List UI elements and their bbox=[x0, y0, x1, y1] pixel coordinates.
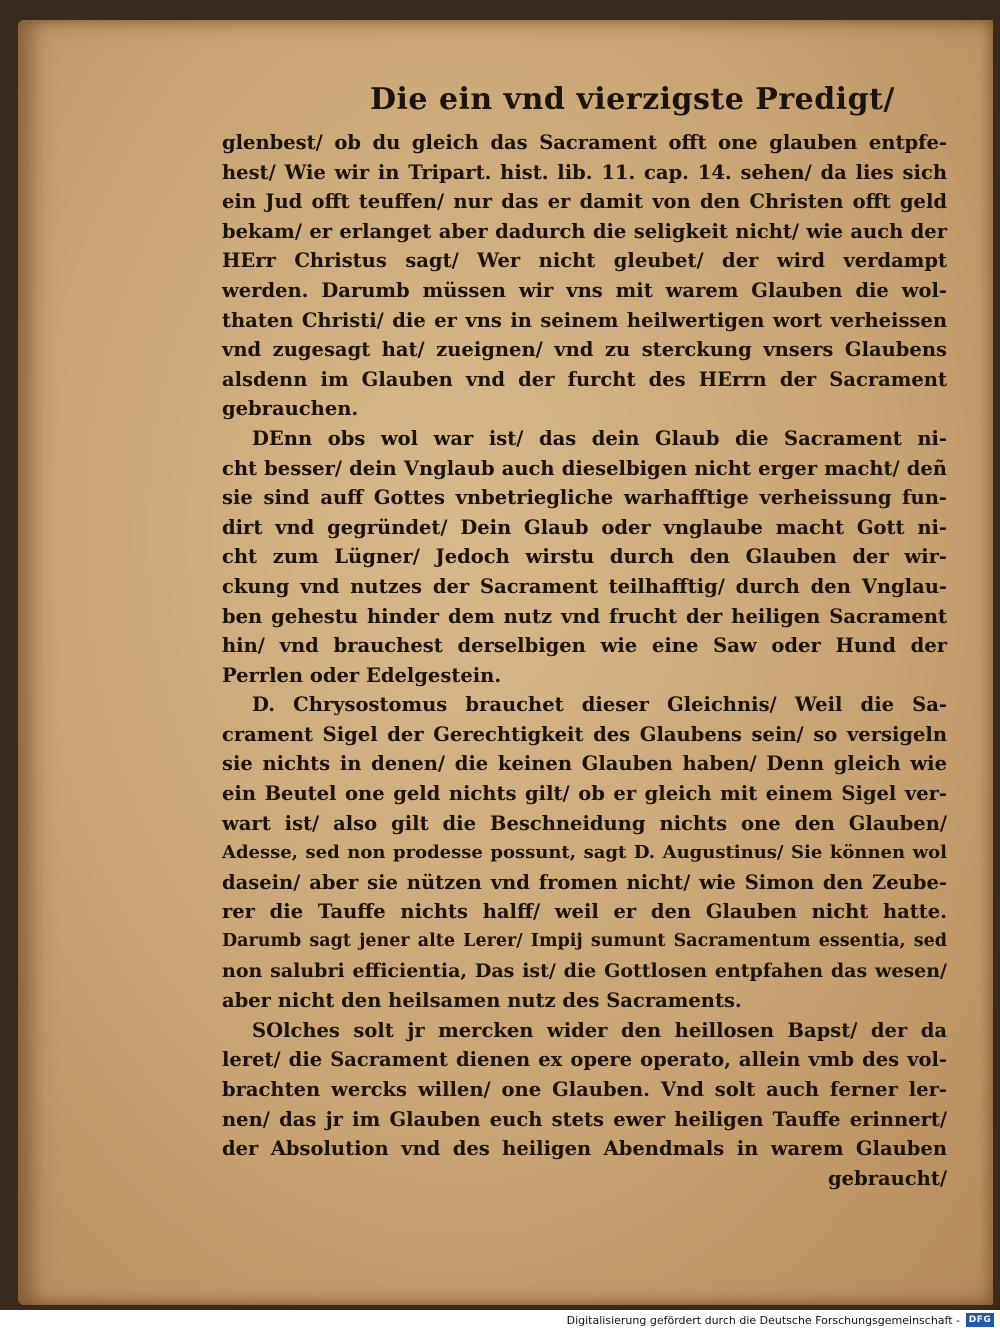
text-line: glenbest/ ob du gleich das Sacrament offt one glauben entpfe- bbox=[222, 131, 947, 154]
text-line: dirt vnd gegründet/ Dein Glaub oder vnglaube macht Gott ni- bbox=[222, 515, 947, 539]
text-line: HErr Christus sagt/ Wer nicht gleubet/ der wird verdampt bbox=[222, 249, 947, 273]
page-heading: Die ein vnd vierzigste Predigt/ bbox=[370, 82, 895, 117]
text-line: D. Chrysostomus brauchet dieser Gleichnis/ Weil die Sa- bbox=[252, 693, 947, 717]
text-line: rer die Tauffe nichts halff/ weil er den Glauben nicht hatte. bbox=[222, 900, 947, 924]
text-line: Adesse, sed non prodesse possunt, sagt D. Augustinus/ Sie können wol bbox=[222, 842, 947, 864]
footer-bar bbox=[0, 1310, 1000, 1330]
text-line: aber nicht den heilsamen nutz des Sacraments. bbox=[222, 989, 742, 1013]
text-line: vnd zugesagt hat/ zueignen/ vnd zu sterckung vnsers Glaubens bbox=[222, 338, 947, 362]
text-line: thaten Christi/ die er vns in seinem heilwertigen wort verheissen bbox=[222, 308, 947, 332]
text-line: alsdenn im Glauben vnd der furcht des HErrn der Sacrament bbox=[222, 367, 947, 391]
text-line: cht besser/ dein Vnglaub auch dieselbigen nicht erger macht/ deñ bbox=[222, 456, 947, 480]
text-line: crament Sigel der Gerechtigkeit des Glaubens sein/ so versigeln bbox=[222, 722, 947, 746]
text-line: leret/ die Sacrament dienen ex opere operato, allein vmb des vol- bbox=[222, 1048, 947, 1072]
text-line: ckung vnd nutzes der Sacrament teilhafftig/ durch den Vnglau- bbox=[222, 574, 947, 598]
text-line: Darumb sagt jener alte Lerer/ Impij sumunt Sacramentum essentia, sed bbox=[222, 931, 947, 952]
text-line: gebrauchen. bbox=[222, 397, 359, 421]
text-line: hin/ vnd brauchest derselbigen wie eine Saw oder Hund der bbox=[222, 634, 947, 658]
text-line: cht zum Lügner/ Jedoch wirstu durch den Glauben der wir- bbox=[222, 545, 947, 569]
text-line: brachten wercks willen/ one Glauben. Vnd solt auch ferner ler- bbox=[222, 1078, 947, 1101]
text-line: nen/ das jr im Glauben euch stets ewer heiligen Tauffe erinnert/ bbox=[222, 1107, 947, 1131]
funding-credit: Digitalisierung gefördert durch die Deutsche Forschungsgemeinschaft - bbox=[566, 1313, 960, 1327]
text-line: sie sind auff Gottes vnbetriegliche warhafftige verheissung fun- bbox=[222, 486, 947, 510]
dfg-logo-icon: DFG bbox=[966, 1313, 994, 1327]
text-line: Perrlen oder Edelgestein. bbox=[222, 663, 502, 687]
text-line: bekam/ er erlanget aber dadurch die seligkeit nicht/ wie auch der bbox=[222, 219, 947, 243]
text-line: dasein/ aber sie nützen vnd fromen nicht/ wie Simon den Zeube- bbox=[222, 870, 947, 894]
text-line: ein Jud offt teuffen/ nur das er damit von den Christen offt geld bbox=[222, 190, 947, 214]
text-line: DEnn obs wol war ist/ das dein Glaub die Sacrament ni- bbox=[252, 426, 947, 450]
text-line: hest/ Wie wir in Tripart. hist. lib. 11. cap. 14. sehen/ da lies sich bbox=[222, 160, 947, 184]
page-body bbox=[222, 128, 947, 1193]
text-line: SOlches solt jr mercken wider den heillosen Bapst/ der da bbox=[252, 1018, 947, 1042]
text-line: werden. Darumb müssen wir vns mit warem Glauben die wol- bbox=[222, 278, 947, 302]
text-line: wart ist/ also gilt die Beschneidung nichts one den Glauben/ bbox=[222, 811, 947, 835]
text-line: sie nichts in denen/ die keinen Glauben haben/ Denn gleich wie bbox=[222, 752, 947, 776]
text-line: ein Beutel one geld nichts gilt/ ob er gleich mit einem Sigel ver- bbox=[222, 782, 947, 806]
text-line: ben gehestu hinder dem nutz vnd frucht der heiligen Sacrament bbox=[222, 604, 947, 628]
text-line: der Absolution vnd des heiligen Abendmals in warem Glauben bbox=[222, 1137, 947, 1161]
text-line: non salubri efficientia, Das ist/ die Gottlosen entpfahen das wesen/ bbox=[222, 959, 947, 982]
catchword: gebraucht/ bbox=[828, 1166, 947, 1190]
